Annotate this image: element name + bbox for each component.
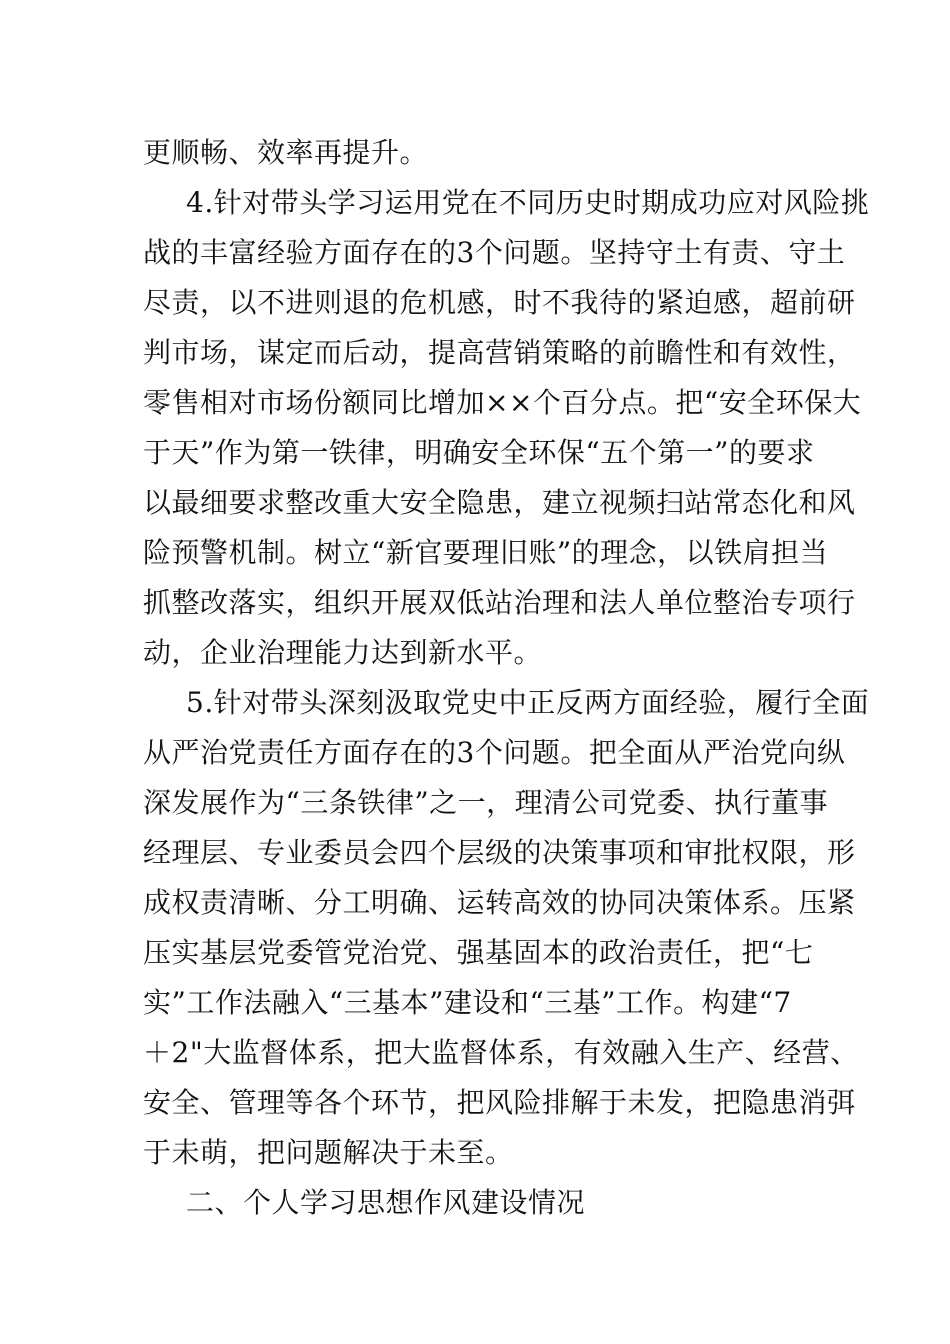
section-heading: 二、个人学习思想作风建设情况	[186, 1186, 586, 1219]
paragraph-4-line-3: 尽责，以不进则退的危机感，时不我待的紧迫感，超前研	[143, 286, 856, 319]
paragraph-5-line-5: 成权责清晰、分工明确、运转高效的协同决策体系。压紧	[143, 886, 856, 919]
paragraph-5-line-3: 深发展作为“三条铁律”之一，理清公司党委、执行董事	[143, 786, 829, 819]
paragraph-4-line-7: 以最细要求整改重大安全隐患，建立视频扫站常态化和风	[143, 486, 856, 519]
paragraph-4-line-8: 险预警机制。树立“新官要理旧账”的理念，以铁肩担当	[143, 536, 829, 569]
paragraph-5-line-8: ＋2"大监督体系，把大监督体系，有效融入生产、经营、	[143, 1036, 859, 1069]
paragraph-4-line-5: 零售相对市场份额同比增加××个百分点。把“安全环保大	[143, 386, 862, 419]
paragraph-5-line-7: 实”工作法融入“三基本”建设和“三基”工作。构建“7	[143, 986, 792, 1019]
paragraph-5-line-6: 压实基层党委管党治党、强基固本的政治责任，把“七	[143, 936, 814, 969]
paragraph-5-line-9: 安全、管理等各个环节，把风险排解于未发，把隐患消弭	[143, 1086, 856, 1119]
paragraph-5-line-4: 经理层、专业委员会四个层级的决策事项和审批权限，形	[143, 836, 856, 869]
paragraph-4-line-1: 4.针对带头学习运用党在不同历史时期成功应对风险挑	[186, 186, 870, 219]
text-line-1: 更顺畅、效率再提升。	[143, 136, 429, 169]
paragraph-4-line-6: 于天”作为第一铁律，明确安全环保“五个第一”的要求	[143, 436, 815, 469]
paragraph-4-line-4: 判市场，谋定而后动，提高营销策略的前瞻性和有效性，	[143, 336, 856, 369]
paragraph-4-line-9: 抓整改落实，组织开展双低站治理和法人单位整治专项行	[143, 586, 856, 619]
paragraph-5-line-10: 于未萌，把问题解决于未至。	[143, 1136, 514, 1169]
paragraph-4-line-10: 动，企业治理能力达到新水平。	[143, 636, 543, 669]
paragraph-5-line-1: 5.针对带头深刻汲取党史中正反两方面经验，履行全面	[186, 686, 870, 719]
paragraph-5-line-2: 从严治党责任方面存在的3个问题。把全面从严治党向纵	[143, 736, 846, 769]
paragraph-4-line-2: 战的丰富经验方面存在的3个问题。坚持守土有责、守土	[143, 236, 846, 269]
